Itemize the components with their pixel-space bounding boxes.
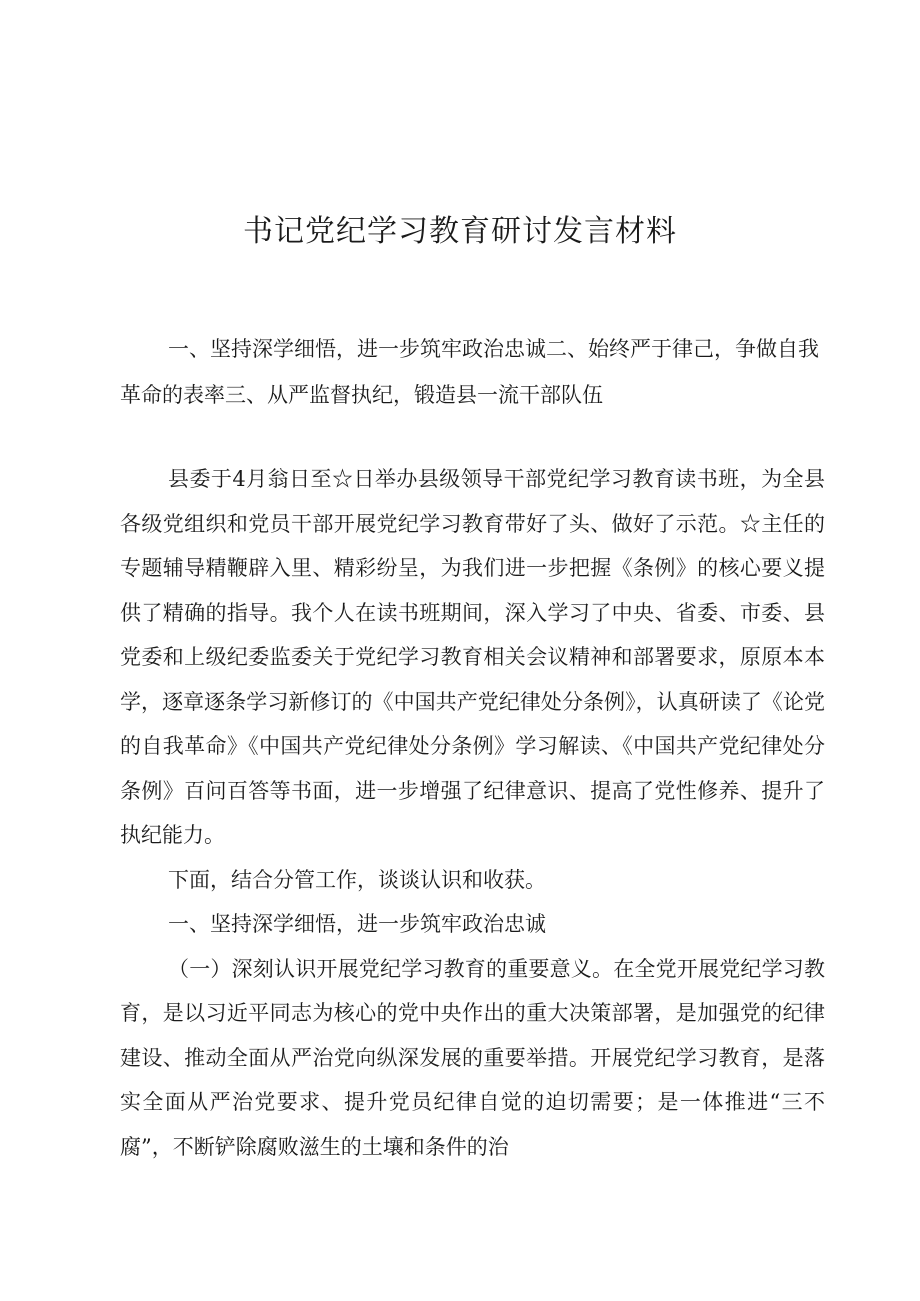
paragraph-intro: 县委于4月翁日至☆日举办县级领导干部党纪学习教育读书班，为全县各级党组织和党员干部开展党纪学习教育带好了头、做好了示范。☆主任的专题辅导精鞭辟入里、精彩纷呈，为我们进一步把握《条例》的核心要义提供了精确的指导。我个人在读书班期间，深入学习了中央、省委、市委、县党委和上级纪委监委关于党纪学习教育相关会议精神和部署要求，原原本本学，逐章逐条学习新修订的《中国共产党纪律处分条例》，认真研读了《论党的自我革命》《中国共产党纪律处分条例》学习解读、《中国共产党纪律处分条例》百问百答等书面，进一步增强了纪律意识、提高了党性修养、提升了执纪能力。	[120, 467, 825, 847]
table-of-contents: 一、坚持深学细悟，进一步筑牢政治忠诚二、始终严于律己，争做自我革命的表率三、从严监督执纪，锻造县一流干部队伍	[120, 337, 819, 407]
document-body	[120, 457, 825, 1169]
paragraph-transition: 下面，结合分管工作，谈谈认识和收获。	[168, 867, 546, 892]
paragraph-subsection-1: （一）深刻认识开展党纪学习教育的重要意义。在全党开展党纪学习教育，是以习近平同志为核心的党中央作出的重大决策部署，是加强党的纪律建设、推动全面从严治党向纵深发展的重要举措。开展党纪学习教育，是落实全面从严治党要求、提升党员纪律自觉的迫切需要；是一体推进“三不腐”，不断铲除腐败滋生的土壤和条件的治	[120, 956, 825, 1159]
section-heading-1: 一、坚持深学细悟，进一步筑牢政治忠诚	[168, 912, 546, 936]
document-title: 书记党纪学习教育研讨发言材料	[243, 214, 677, 249]
